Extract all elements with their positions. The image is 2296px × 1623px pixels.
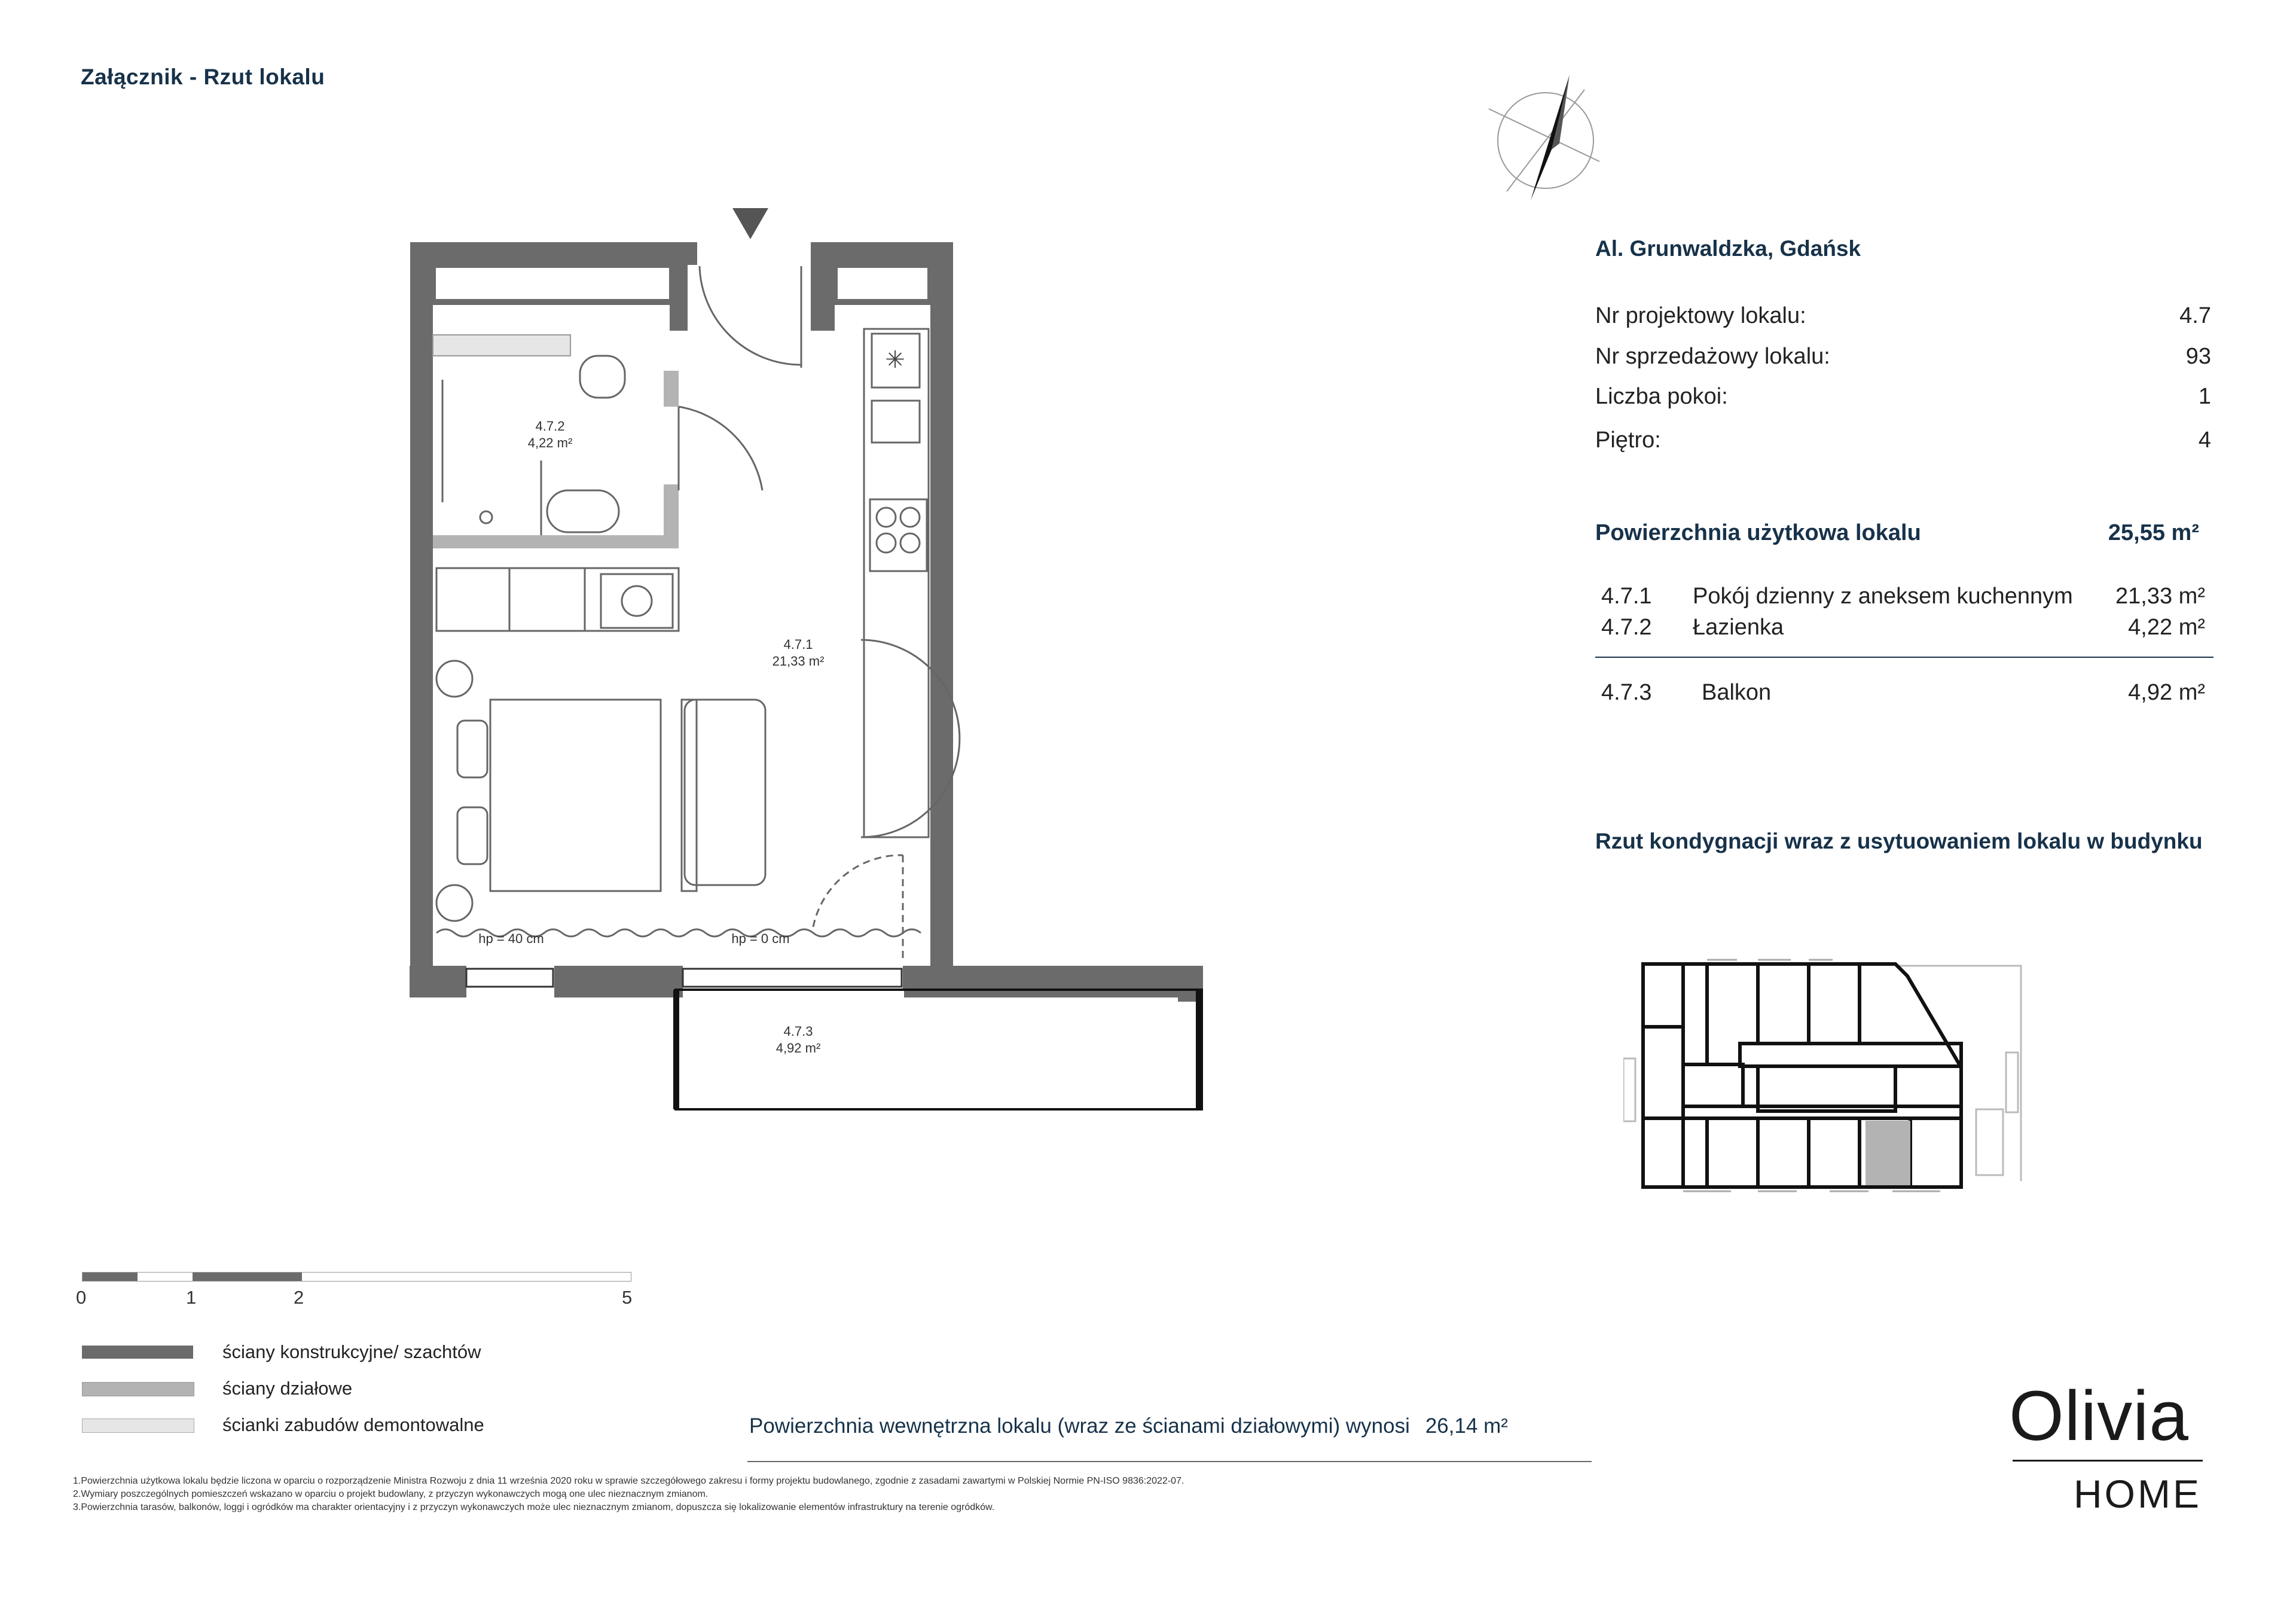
info-row-label: Nr sprzedażowy lokalu:: [1595, 344, 1830, 369]
room-name: Pokój dzienny z aneksem kuchennym: [1693, 584, 2073, 609]
window-note-2: hp = 0 cm: [731, 931, 790, 946]
footnote-1: 1.Powierzchnia użytkowa lokalu będzie liczona w oparciu o rozporządzenie Ministra Rozwoju z dnia 11 września 2020 roku w sprawie szczegółowego zakresu i formy projektu budowlanego, zgodnie z zasadami zawartymi w Polskiej Normie PN-ISO 9836:2022-07.: [73, 1476, 1184, 1486]
info-row-floor: [1595, 428, 2211, 453]
living-code-label: 4.7.1: [783, 637, 813, 652]
brand-logo: Olivia: [2009, 1377, 2190, 1456]
unit-highlight: [1866, 1121, 1910, 1185]
brand-logo-sub: HOME: [2074, 1472, 2202, 1516]
info-row-label: Nr projektowy lokalu:: [1595, 303, 1806, 328]
room-area: 4,22 m²: [2128, 615, 2205, 640]
rooms-divider: [1595, 657, 2213, 658]
window-note-1: hp = 40 cm: [478, 931, 544, 946]
living-area-label: 21,33 m²: [772, 654, 825, 669]
info-row-value: 4.7: [2179, 303, 2211, 328]
scale-label-5: 5: [622, 1287, 633, 1308]
room-code: 4.7.2: [1601, 615, 1652, 640]
room-code: 4.7.1: [1601, 584, 1652, 609]
compass-icon: [1483, 72, 1608, 209]
info-row-value: 93: [2185, 344, 2211, 369]
bathroom-code-label: 4.7.2: [535, 419, 565, 434]
room-area: 21,33 m²: [2115, 584, 2205, 609]
footnote-3: 3.Powierzchnia tarasów, balkonów, loggi i ogródków ma charakter orientacyjny i z przyczyn wykonawczych może ulec nieznacznym zmianom, dopuszcza się lokalizowanie elementów infrastruktury na terenie ogródków.: [73, 1502, 995, 1512]
legend-swatch-removable: [82, 1418, 194, 1433]
bathroom-area-label: 4,22 m²: [527, 435, 573, 450]
room-code: 4.7.3: [1601, 680, 1652, 705]
info-row-project-no: [1595, 303, 2211, 329]
usable-area: [1595, 520, 2199, 546]
scale-label-1: 1: [186, 1287, 197, 1308]
scale-label-2: 2: [294, 1287, 304, 1308]
info-row-value: 4: [2198, 428, 2211, 453]
inner-area: [749, 1414, 1508, 1438]
brand-logo-line: [2013, 1460, 2203, 1462]
info-row-label: Piętro:: [1595, 428, 1661, 453]
room-area: 4,92 m²: [2128, 680, 2205, 705]
legend-label-structural: ściany konstrukcyjne/ szachtów: [222, 1341, 481, 1362]
balcony-area-label: 4,92 m²: [775, 1041, 821, 1055]
address: Al. Grunwaldzka, Gdańsk: [1595, 236, 1861, 261]
building-key-plan: [1623, 948, 2042, 1214]
info-row-label: Liczba pokoi:: [1595, 384, 1728, 409]
page-title: Załącznik - Rzut lokalu: [81, 65, 325, 89]
floor-plan-title: Rzut kondygnacji wraz z usytuowaniem lokalu w budynku: [1595, 829, 2203, 853]
usable-area-value: 25,55 m²: [2108, 520, 2199, 545]
balcony-code-label: 4.7.3: [783, 1024, 813, 1039]
legend-label-removable: ścianki zabudów demontowalne: [222, 1414, 484, 1435]
usable-area-label: Powierzchnia użytkowa lokalu: [1595, 520, 1921, 545]
apartment-floor-plan: [407, 203, 1220, 1112]
legend-swatch-structural: [82, 1346, 193, 1359]
room-name: Łazienka: [1693, 615, 1784, 640]
info-row-value: 1: [2198, 384, 2211, 409]
footnote-2: 2.Wymiary poszczególnych pomieszczeń wskazano w oparciu o projekt budowlany, z przyczyn wykonawczych mogą one ulec nieznacznym zmianom.: [73, 1489, 709, 1499]
room-name: Balkon: [1702, 680, 1772, 705]
info-row-sales-no: [1595, 344, 2211, 370]
scale-label-0: 0: [76, 1287, 87, 1308]
legend-swatch-partition: [82, 1382, 194, 1396]
svg-text:✳: ✳: [885, 347, 905, 373]
bottom-divider: [747, 1461, 1592, 1462]
info-row-rooms: [1595, 384, 2211, 410]
entrance-arrow-icon: [732, 208, 768, 239]
legend-label-partition: ściany działowe: [222, 1378, 353, 1399]
scale-bar: [82, 1272, 631, 1282]
inner-area-label: Powierzchnia wewnętrzna lokalu (wraz ze ścianami działowymi) wynosi: [749, 1414, 1410, 1438]
inner-area-value: 26,14 m²: [1425, 1414, 1508, 1438]
